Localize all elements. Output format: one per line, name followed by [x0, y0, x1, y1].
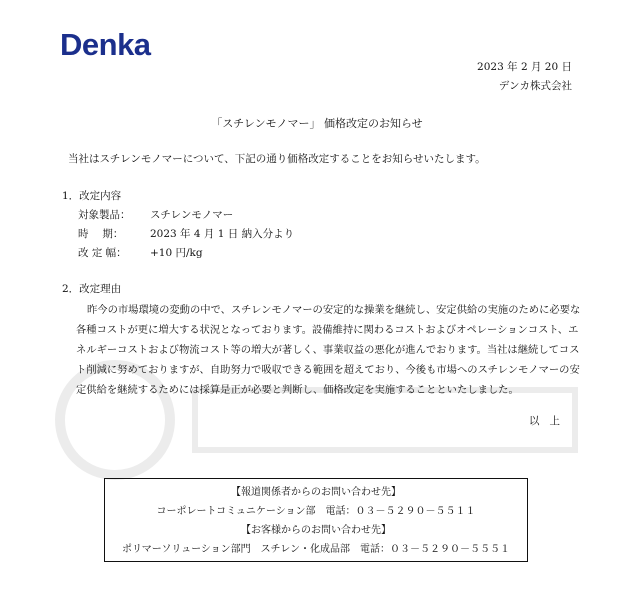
- press-contact-line: コーポレートコミュニケーション部 電話：０３－５２９０－５５１１: [156, 506, 476, 517]
- timing-label: 時 期：: [78, 228, 124, 240]
- issuer-company: デンカ株式会社: [498, 80, 572, 92]
- contact-box: [104, 478, 528, 562]
- amount-label: 改 定 幅：: [78, 247, 127, 259]
- reason-paragraph: 昨今の市場環境の変動の中で、スチレンモノマーの安定的な操業を継続し、安定供給の実施のために必要な各種コストが更に増大する状況となっております。設備維持に関わるコストおよびオペレーションコスト、エネルギーコストおよび物流コスト等の増大が著しく、事業収益の悪化が進んでおります。当社は継続してコスト削減に努めておりますが、自助努力で吸収できる範囲を超えており、今後も市場へのスチレンモノマーの安定供給を継続するためには採算是正が必要と判断し、価格改定を実施することといたしました。: [76, 304, 581, 396]
- document-date: 2023 年 2 月 20 日: [477, 61, 572, 73]
- denka-logo: Denka: [60, 27, 151, 62]
- timing-value: 2023 年 4 月 1 日 納入分より: [150, 228, 295, 240]
- customer-contact-line: ポリマーソリューション部門 スチレン・化成品部 電話：０３－５２９０－５５５１: [121, 544, 511, 555]
- product-value: スチレンモノマー: [150, 209, 234, 221]
- press-contact-heading: 【報道関係者からのお問い合わせ先】: [231, 487, 401, 498]
- product-label: 対象製品：: [78, 209, 131, 221]
- closing-mark: 以上: [529, 415, 570, 427]
- section-revision-heading: 1．改定内容: [62, 190, 122, 202]
- page-title: 「スチレンモノマー」 価格改定のお知らせ: [211, 117, 423, 130]
- amount-value: +10 円/kg: [150, 247, 203, 259]
- intro-paragraph: 当社はスチレンモノマーについて、下記の通り価格改定することをお知らせいたします。: [68, 153, 486, 165]
- customer-contact-heading: 【お客様からのお問い合わせ先】: [241, 525, 391, 536]
- section-reason-heading: 2．改定理由: [62, 283, 122, 295]
